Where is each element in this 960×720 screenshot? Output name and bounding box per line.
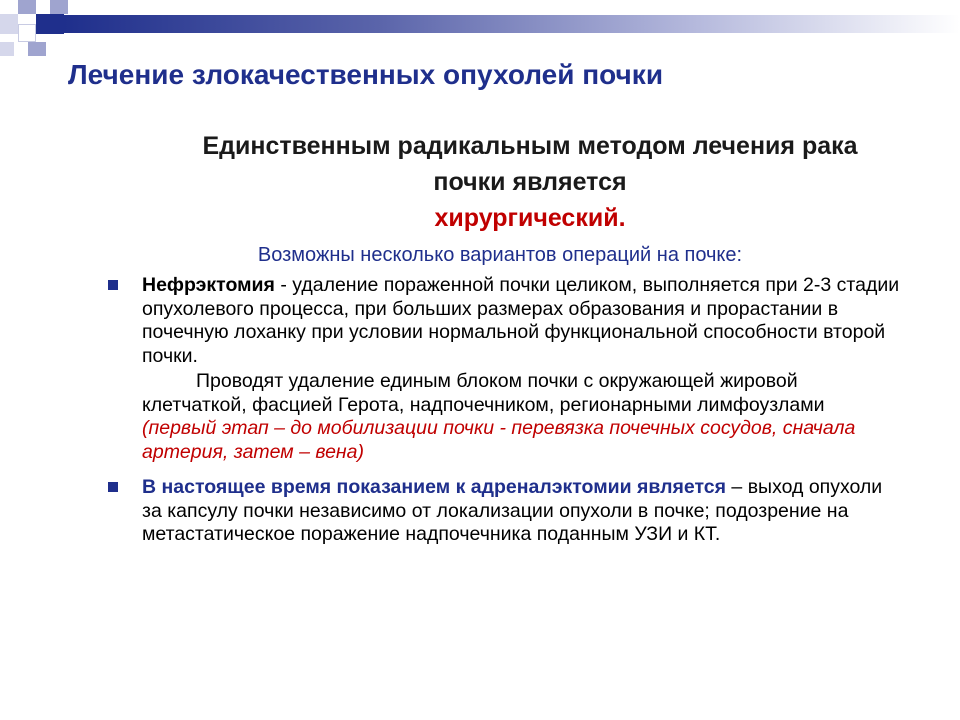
bullet-term: Нефрэктомия <box>142 274 275 296</box>
bullet-item-nephrectomy <box>104 274 904 464</box>
bullet-item-adrenalectomy <box>104 476 904 547</box>
bullet-term: В настоящее время показанием к адреналэктомии является <box>142 476 727 498</box>
bullet-note: (первый этап – до мобилизации почки - перевязка почечных сосудов, сначала артерия, затем – вена) <box>142 417 856 463</box>
bullet-text: - удаление пораженной почки целиком, выполняется при 2-3 стадии опухолевого процесса, при больших размерах образования и прорастании в почечную лоханку при условии нормальной функциональной способности второй почки. <box>142 274 900 367</box>
square-bullet-icon <box>108 280 118 290</box>
header-decor-square <box>0 42 14 56</box>
bullet-paragraph <box>142 274 904 368</box>
bullet-paragraph-2 <box>142 370 904 464</box>
square-bullet-icon <box>108 482 118 492</box>
subheading: Возможны несколько вариантов операций на почке: <box>257 244 743 266</box>
bullet-text-2: Проводят удаление единым блоком почки с окружающей жировой клетчаткой, фасцией Герота, надпочечником, регионарными лимфоузлами <box>142 370 825 416</box>
lead-statement <box>180 128 880 236</box>
bullet-paragraph <box>142 476 904 547</box>
header-gradient-bar <box>64 15 960 33</box>
header-decor-square <box>36 14 64 34</box>
bullet-text: – выход опухоли за капсулу почки независимо от локализации опухоли в почке; подозрение на метастатическое поражение надпочечника поданным УЗИ и КТ. <box>142 476 883 545</box>
lead-text: Единственным радикальным методом лечения рака почки является <box>202 132 858 196</box>
header-decor-square <box>28 42 46 56</box>
header-decor-square <box>18 24 36 42</box>
slide-title: Лечение злокачественных опухолей почки <box>68 59 664 90</box>
bullet-list <box>104 274 904 547</box>
header-decor-square <box>18 0 36 14</box>
header-decor-square <box>0 14 18 34</box>
header-decor-square <box>50 0 68 14</box>
lead-accent: хирургический. <box>434 204 626 232</box>
